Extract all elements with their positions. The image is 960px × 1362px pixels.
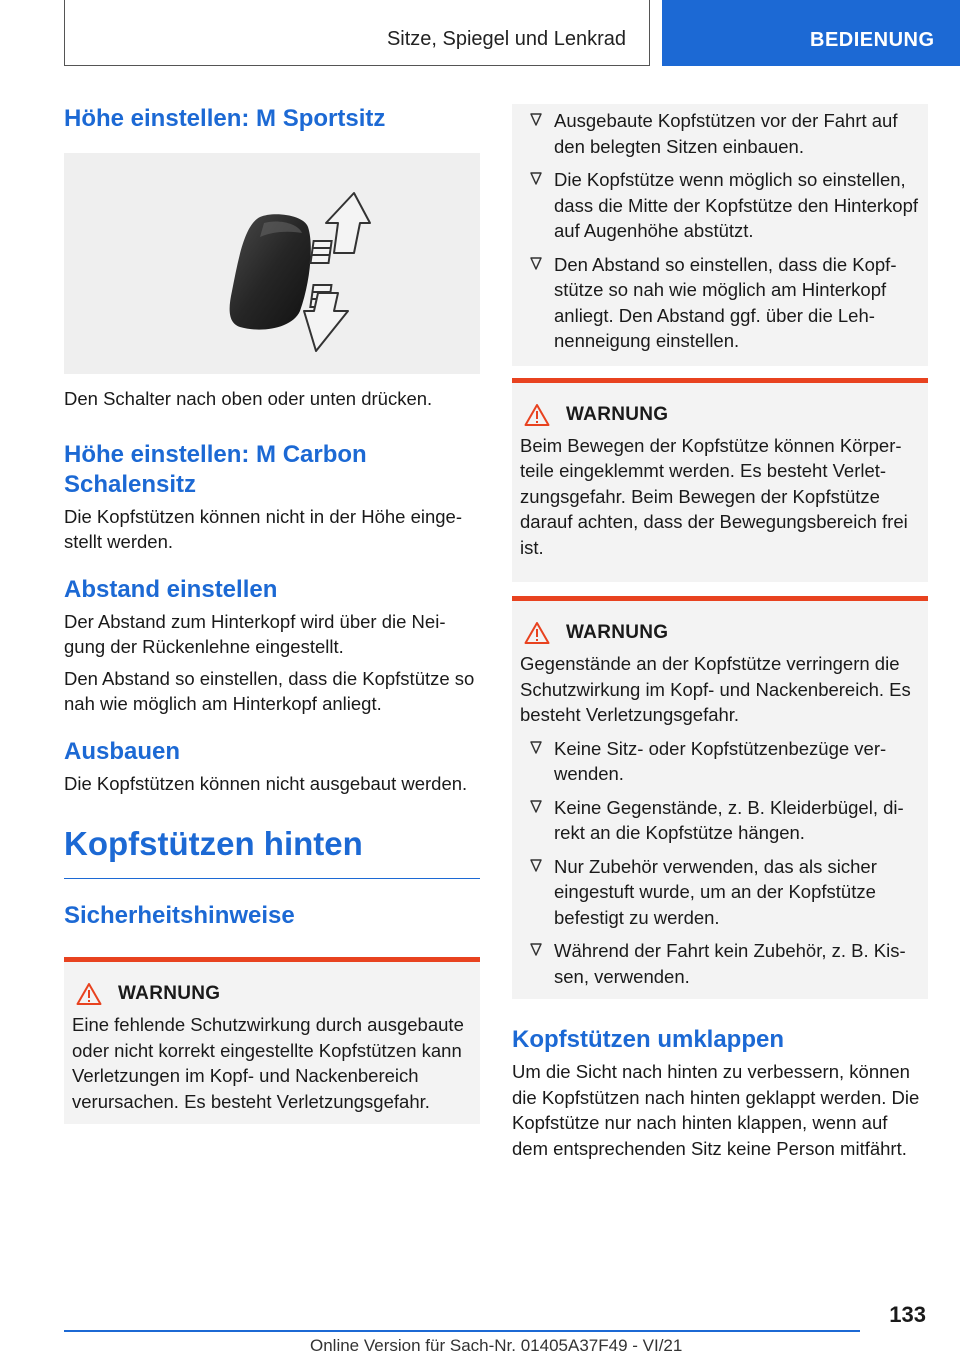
seat-switch-illustration	[64, 153, 480, 374]
warning-header	[520, 403, 920, 427]
step-triangle-icon	[530, 113, 542, 127]
warning-text: Eine fehlende Schutzwirkung durch ausgebaute oder nicht korrekt eingestellte Kopfstützen kann Verletzungen im Kopf- und Nackenbereich verursachen. Es besteht Verletzungsgefahr.	[72, 1014, 464, 1112]
step-item	[520, 108, 920, 159]
abstand-text-2: Den Abstand so einstellen, dass die Kopfstütze so nah wie möglich am Hinterkopf anliegt.	[64, 667, 475, 714]
umklappen-text: Um die Sicht nach hinten zu verbessern, können die Kopfstützen nach hinten geklappt werden. Die Kopfstütze nur nach hinten klappen, wenn auf dem entsprechenden Sitz keine Person mitfährt.	[512, 1061, 920, 1159]
right-column	[512, 104, 928, 1161]
step-triangle-icon	[530, 741, 542, 755]
page-number: 133	[889, 1302, 926, 1327]
warning-box-2	[512, 378, 928, 583]
warning-header	[520, 621, 920, 645]
warning-triangle-icon	[524, 403, 550, 427]
warning-list-item	[520, 736, 920, 787]
warning-title: WARNUNG	[566, 403, 669, 425]
warning-triangle-icon	[524, 621, 550, 645]
step-triangle-icon	[530, 943, 542, 957]
step-triangle-icon	[530, 172, 542, 186]
heading-sicherheit: Sicherheitshinweise	[64, 902, 295, 929]
step-text: Die Kopfstütze wenn möglich so einstellen, dass die Mitte der Kopfstütze den Hinterkopf auf Augenhöhe abstützt.	[554, 169, 919, 241]
step-text: Den Abstand so einstellen, dass die Kopfstütze so nah wie möglich am Hinterkopf anliegt. Den Abstand ggf. über die Lehnenneigung einstellen.	[554, 253, 897, 351]
header-section-title: Sitze, Spiegel und Lenkrad	[386, 28, 626, 50]
warning-box-3	[512, 596, 928, 999]
header-tab-label: BEDIENUNG	[810, 29, 935, 51]
step-item	[520, 252, 920, 354]
heading-carbon: Höhe einstellen: M Carbon Schalensitz	[64, 440, 367, 498]
heading-sportsitz: Höhe einstellen: M Sportsitz	[64, 105, 386, 132]
switch-figure	[64, 153, 480, 374]
chapter-title: Kopfstützen hinten	[64, 824, 480, 879]
step-triangle-icon	[530, 859, 542, 873]
heading-abstand: Abstand einstellen	[64, 575, 278, 603]
warning-list-text: Nur Zubehör verwenden, das als sicher eingestuft wurde, um an der Kopfstütze befestigt zu werden.	[554, 855, 877, 928]
heading-umklappen: Kopfstützen umklappen	[512, 1026, 785, 1053]
step-item	[520, 167, 920, 244]
up-arrow-icon	[326, 193, 370, 253]
warning-list-text: Während der Fahrt kein Zubehör, z. B. Kissen, verwenden.	[554, 940, 906, 987]
warning-title: WARNUNG	[566, 622, 669, 643]
warning-list-item	[520, 854, 920, 931]
footer-online-version: Online Version für Sach-Nr. 01405A37F49 - VI/21	[310, 1336, 683, 1355]
ausbauen-text: Die Kopfstützen können nicht ausgebaut werden.	[64, 772, 468, 794]
warning-list-text: Keine Gegenstände, z. B. Kleiderbügel, direkt an die Kopfstütze hängen.	[554, 796, 904, 843]
warning-triangle-icon	[76, 982, 102, 1006]
warning-list-text: Keine Sitz- oder Kopfstützenbezüge verwenden.	[554, 737, 887, 784]
warning-list-item	[520, 938, 920, 989]
warning-text: Beim Bewegen der Kopfstütze können Körperteile eingeklemmt werden. Es besteht Verletzungsgefahr. Beim Bewegen der Kopfstütze darauf achten, dass der Bewegungsbereich frei ist.	[520, 434, 908, 558]
warning-list-item	[520, 795, 920, 846]
warning-title: WARNUNG	[118, 983, 221, 1004]
steps-box	[512, 104, 928, 366]
sportsitz-text: Den Schalter nach oben oder unten drücken.	[64, 388, 433, 409]
step-text: Ausgebaute Kopfstützen vor der Fahrt auf den belegten Sitzen einbauen.	[554, 110, 898, 157]
left-column	[64, 100, 480, 1124]
warning-header	[72, 982, 472, 1006]
abstand-text-1: Der Abstand zum Hinterkopf wird über die Neigung der Rückenlehne eingestellt.	[64, 610, 446, 657]
page-header	[0, 0, 960, 66]
heading-ausbauen: Ausbauen	[64, 737, 181, 765]
warning-text: Gegenstände an der Kopfstütze verringern die Schutzwirkung im Kopf- und Nackenbereich. Es besteht Verletzungsgefahr.	[520, 653, 911, 725]
step-triangle-icon	[530, 800, 542, 814]
step-triangle-icon	[530, 257, 542, 271]
header-tab	[662, 0, 960, 66]
carbon-text: Die Kopfstützen können nicht in der Höhe eingestellt werden.	[64, 505, 463, 552]
warning-box-1	[64, 957, 480, 1124]
footer-divider	[64, 1330, 860, 1332]
